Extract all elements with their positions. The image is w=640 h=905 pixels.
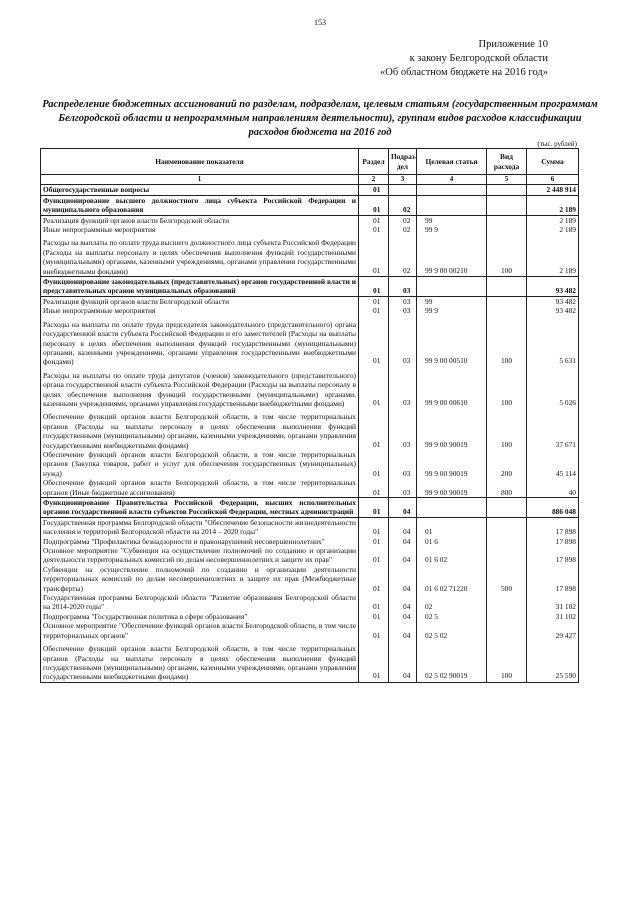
row-subsection: 02 [389,195,417,215]
column-number: 5 [487,175,527,185]
row-expense-type [487,498,527,518]
row-name: Функционирование высшего должностного лица субъекта Российской Федерации и муниципального образования [41,195,359,215]
row-section: 01 [359,234,389,276]
row-target: 99 9 00 00510 [417,316,487,367]
row-sum: 31 102 [527,593,579,612]
row-sum: 93 482 [527,296,579,306]
row-sum: 25 590 [527,640,579,682]
header-section: Раздел [359,149,389,175]
row-section: 01 [359,537,389,546]
row-expense-type [487,621,527,640]
row-subsection: 04 [389,546,417,565]
row-expense-type: 100 [487,640,527,682]
row-target [417,185,487,195]
table-row [41,640,579,682]
row-target: 99 9 00 90019 [417,450,487,478]
table-row [41,367,579,409]
row-subsection: 02 [389,225,417,234]
row-expense-type [487,225,527,234]
row-target: 99 9 [417,225,487,234]
row-expense-type [487,517,527,536]
document-title: Распределение бюджетных ассигнований по разделам, подразделам, целевым статьям (государственным программам Белгородской области и непрограммным направлениям деятельности), группам видов расходов классификации расходов бюджета на 2016 год [42,99,598,138]
row-sum: 2 189 [527,225,579,234]
row-target: 99 [417,296,487,306]
table-row [41,225,579,234]
row-target: 01 6 02 71220 [417,565,487,593]
row-expense-type [487,195,527,215]
table-row [41,316,579,367]
row-expense-type [487,215,527,225]
row-expense-type [487,185,527,195]
row-subsection: 03 [389,306,417,315]
header-name: Наименование показателя [41,149,359,175]
table-row [41,185,579,195]
row-section: 01 [359,225,389,234]
row-target: 99 9 [417,306,487,315]
row-name: Основное мероприятие "Обеспечение функций органов власти Белгородской области, в том числе территориальных органов" [41,621,359,640]
row-target: 99 9 00 90019 [417,408,487,450]
table-row [41,195,579,215]
row-name: Подпрограмма "Государственная политика в сфере образования" [41,612,359,621]
table-row [41,408,579,450]
row-section: 01 [359,517,389,536]
row-sum: 5 026 [527,367,579,409]
table-row [41,612,579,621]
row-section: 01 [359,408,389,450]
row-name: Реализация функций органов власти Белгородской области [41,296,359,306]
row-subsection: 03 [389,450,417,478]
row-sum: 2 189 [527,215,579,225]
row-name: Государственная программа Белгородской области "Развитие образования Белгородской области на 2014-2020 годы" [41,593,359,612]
row-target: 02 [417,593,487,612]
column-number: 6 [527,175,579,185]
row-expense-type [487,593,527,612]
row-subsection: 04 [389,565,417,593]
appendix-header [380,38,548,80]
row-subsection: 03 [389,478,417,497]
table-row [41,215,579,225]
column-number: 2 [359,175,389,185]
table-header-row [41,149,579,175]
row-expense-type [487,612,527,621]
row-sum: 2 448 914 [527,185,579,195]
row-sum: 2 189 [527,195,579,215]
row-section: 01 [359,546,389,565]
row-target [417,498,487,518]
row-sum: 17 898 [527,537,579,546]
row-name: Иные непрограммные мероприятия [41,225,359,234]
row-section: 01 [359,316,389,367]
row-section: 01 [359,367,389,409]
row-name: Реализация функций органов власти Белгородской области [41,215,359,225]
row-subsection: 04 [389,612,417,621]
row-subsection: 03 [389,408,417,450]
table-row [41,478,579,497]
row-expense-type: 100 [487,367,527,409]
table-row [41,450,579,478]
row-target: 99 9 00 00610 [417,367,487,409]
row-name: Расходы на выплаты по оплате труда депутатов (членов) законодательного (представительного) органа государственной власти субъекта Российской Федерации (Расходы на выплаты персоналу в целях обеспечения выполнения функций государственными (муниципальными) органами, казенными учреждениями, органами управления государственными внебюджетными фондами) [41,367,359,409]
table-row [41,517,579,536]
row-section: 01 [359,621,389,640]
row-sum: 31 102 [527,612,579,621]
row-section: 01 [359,277,389,297]
row-section: 01 [359,565,389,593]
row-section: 01 [359,185,389,195]
row-subsection: 04 [389,517,417,536]
table-row [41,306,579,315]
row-expense-type: 200 [487,450,527,478]
row-sum: 17 898 [527,517,579,536]
row-name: Функционирование законодательных (представительных) органов государственной власти и представительных органов муниципальных образований [41,277,359,297]
row-subsection: 03 [389,316,417,367]
row-name: Субвенции на осуществление полномочий по созданию и организации деятельности территориальных комиссий по делам несовершеннолетних и защите их прав (Межбюджетные трансферты) [41,565,359,593]
row-sum: 17 898 [527,546,579,565]
row-section: 01 [359,640,389,682]
row-target [417,195,487,215]
table-row [41,498,579,518]
row-sum: 45 114 [527,450,579,478]
appendix-line-2: к закону Белгородской области [409,53,548,64]
column-number: 1 [41,175,359,185]
row-subsection: 04 [389,537,417,546]
row-name: Основное мероприятие "Субвенции на осуществление полномочий по созданию и организации деятельности территориальных комиссий по делам несовершеннолетних и защите их прав" [41,546,359,565]
row-expense-type [487,277,527,297]
row-section: 01 [359,450,389,478]
row-name: Обеспечение функций органов власти Белгородской области, в том числе территориальных органов (Закупка товаров, работ и услуг для обеспечения государственных (муниципальных) нужд) [41,450,359,478]
row-target: 02 5 [417,612,487,621]
row-subsection: 03 [389,296,417,306]
page-number: 153 [314,18,326,27]
table-row [41,277,579,297]
row-name: Обеспечение функций органов власти Белгородской области, в том числе территориальных органов (Расходы на выплаты персоналу в целях обеспечения выполнения функций государственными (муниципальными) органами, казенными учреждениями, органами управления государственными внебюджетными фондами) [41,408,359,450]
row-subsection: 02 [389,215,417,225]
row-name: Общегосударственные вопросы [41,185,359,195]
row-section: 01 [359,478,389,497]
row-target: 01 [417,517,487,536]
column-number: 3 [389,175,417,185]
row-section: 01 [359,612,389,621]
row-sum: 40 [527,478,579,497]
row-subsection: 04 [389,593,417,612]
row-subsection: 03 [389,367,417,409]
row-sum: 93 482 [527,306,579,315]
row-target: 99 9 00 00210 [417,234,487,276]
units-label: (тыс. рублей) [537,140,577,148]
row-target: 99 9 00 90019 [417,478,487,497]
row-expense-type [487,537,527,546]
row-name: Иные непрограммные мероприятия [41,306,359,315]
row-expense-type: 100 [487,408,527,450]
header-expense-type: Вид расхода [487,149,527,175]
row-section: 01 [359,593,389,612]
row-subsection: 04 [389,498,417,518]
header-sum: Сумма [527,149,579,175]
row-subsection: 03 [389,277,417,297]
row-sum: 93 482 [527,277,579,297]
row-sum: 5 631 [527,316,579,367]
table-row [41,593,579,612]
table-row [41,621,579,640]
row-target: 01 6 [417,537,487,546]
table-row [41,537,579,546]
row-expense-type: 100 [487,234,527,276]
header-target: Целевая статья [417,149,487,175]
row-subsection [389,185,417,195]
row-sum: 2 189 [527,234,579,276]
row-subsection: 04 [389,621,417,640]
column-number-row [41,175,579,185]
row-expense-type: 100 [487,316,527,367]
row-section: 01 [359,195,389,215]
table-row [41,546,579,565]
appendix-line-1: Приложение 10 [478,39,548,50]
row-name: Функционирование Правительства Российской Федерации, высших исполнительных органов государственной власти субъектов Российской Федерации, местных администраций [41,498,359,518]
row-target: 02 5 02 90019 [417,640,487,682]
row-name: Обеспечение функций органов власти Белгородской области, в том числе территориальных органов (Иные бюджетные ассигнования) [41,478,359,497]
table-row [41,296,579,306]
row-name: Обеспечение функций органов власти Белгородской области, в том числе территориальных органов (Расходы на выплаты персоналу в целях обеспечения выполнения функций государственными (муниципальными) органами, казенными учреждениями, органами управления государственными внебюджетными фондами) [41,640,359,682]
row-name: Подпрограмма "Профилактика безнадзорности и правонарушений несовершеннолетних" [41,537,359,546]
row-expense-type [487,546,527,565]
row-section: 01 [359,215,389,225]
row-target: 99 [417,215,487,225]
row-name: Государственная программа Белгородской области "Обеспечение безопасности жизнедеятельности населения и территорий Белгородской области на 2014 – 2020 годы" [41,517,359,536]
row-target: 01 6 02 [417,546,487,565]
row-target: 02 5 02 [417,621,487,640]
margin-stamp [4,620,12,880]
table-row [41,234,579,276]
row-expense-type: 500 [487,565,527,593]
row-target [417,277,487,297]
appendix-line-3: «Об областном бюджете на 2016 год» [380,67,548,78]
row-expense-type: 800 [487,478,527,497]
row-section: 01 [359,306,389,315]
row-expense-type [487,306,527,315]
row-sum: 886 048 [527,498,579,518]
table-row [41,565,579,593]
row-name: Расходы на выплаты по оплате труда высшего должностного лица субъекта Российской Федерации (Расходы на выплаты персоналу в целях обеспечения выполнения функций государственными (муниципальными) органами, казенными учреждениями, органами управления государственными внебюджетными фондами) [41,234,359,276]
row-section: 01 [359,498,389,518]
column-number: 4 [417,175,487,185]
row-subsection: 02 [389,234,417,276]
row-subsection: 04 [389,640,417,682]
row-sum: 37 671 [527,408,579,450]
budget-table [40,148,579,683]
row-sum: 29 427 [527,621,579,640]
row-section: 01 [359,296,389,306]
header-subsection: Подраз-дел [389,149,417,175]
row-name: Расходы на выплаты по оплате труда председателя законодательного (представительного) органа государственной власти субъекта Российской Федерации и его заместителей (Расходы на выплаты персоналу в целях обеспечения выполнения функций государственными (муниципальными) органами, казенными учреждениями, органами управления государственными внебюджетными фондами) [41,316,359,367]
row-sum: 17 898 [527,565,579,593]
row-expense-type [487,296,527,306]
